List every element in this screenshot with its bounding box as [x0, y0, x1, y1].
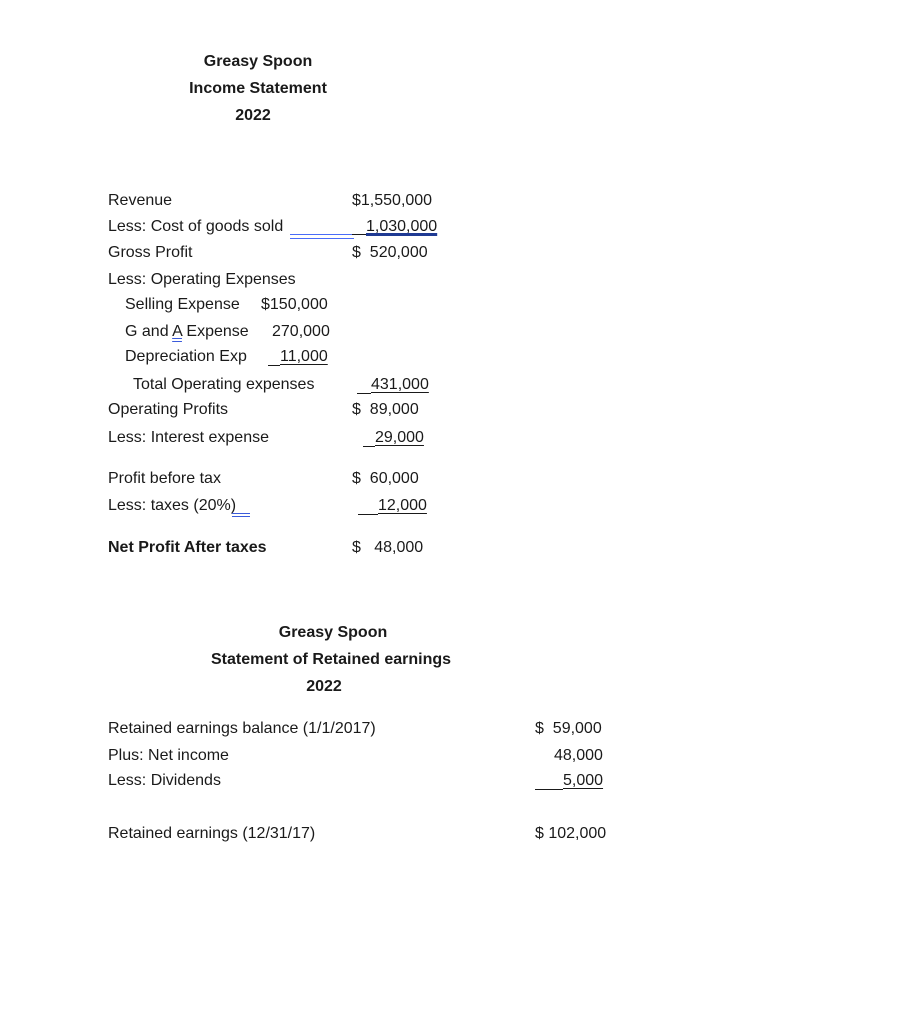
- selling-expense-value: $150,000: [261, 296, 328, 313]
- re-ending-value: $ 102,000: [535, 825, 607, 842]
- depreciation-label: Depreciation Exp: [125, 348, 247, 365]
- re-balance-value: $ 59,000: [535, 720, 602, 737]
- profit-before-tax-value: $ 60,000: [352, 470, 419, 487]
- re-balance-label: Retained earnings balance (1/1/2017): [108, 720, 376, 737]
- interest-leader-line: [363, 446, 375, 447]
- taxes-value: 12,000: [378, 497, 427, 514]
- re-company-name: Greasy Spoon: [278, 624, 388, 641]
- gross-profit-value: $ 520,000: [352, 244, 428, 261]
- operating-profit-label: Operating Profits: [108, 401, 229, 418]
- revenue-label: Revenue: [108, 192, 173, 209]
- re-statement-title: Statement of Retained earnings: [210, 651, 452, 668]
- total-opex-value: 431,000: [371, 376, 429, 393]
- cogs-label: Less: Cost of goods sold: [108, 218, 284, 235]
- re-dividends-label: Less: Dividends: [108, 772, 221, 789]
- gross-profit-label: Gross Profit: [108, 244, 193, 261]
- re-year: 2022: [306, 678, 342, 695]
- re-net-income-value: 48,000: [554, 747, 603, 764]
- ga-expense-value: 270,000: [272, 323, 330, 340]
- interest-label: Less: Interest expense: [108, 429, 269, 446]
- depreciation-leader-line: [268, 365, 280, 366]
- re-ending-label: Retained earnings (12/31/17): [108, 825, 316, 842]
- income-company-name: Greasy Spoon: [203, 53, 313, 70]
- depreciation-value: 11,000: [280, 348, 328, 365]
- income-statement-title: Income Statement: [189, 80, 327, 97]
- net-profit-value: $ 48,000: [352, 539, 424, 556]
- taxes-label: Less: taxes (20%): [108, 497, 237, 514]
- net-profit-label: Net Profit After taxes: [108, 539, 267, 556]
- opex-header: Less: Operating Expenses: [108, 271, 296, 288]
- profit-before-tax-label: Profit before tax: [108, 470, 221, 487]
- taxes-double-underline-b: [232, 516, 250, 517]
- operating-profit-value: $ 89,000: [352, 401, 419, 418]
- revenue-value: $1,550,000: [352, 192, 433, 209]
- taxes-double-underline-a: [232, 513, 250, 514]
- interest-value: 29,000: [375, 429, 424, 446]
- cogs-double-underline: [290, 234, 354, 239]
- ga-expense-label: G and A Expense: [125, 323, 249, 340]
- total-opex-label: Total Operating expenses: [133, 376, 315, 393]
- selling-expense-label: Selling Expense: [125, 296, 240, 313]
- re-dividends-leader-line: [535, 789, 563, 790]
- income-year: 2022: [235, 107, 271, 124]
- total-opex-leader-line: [357, 393, 371, 394]
- re-net-income-label: Plus: Net income: [108, 747, 229, 764]
- cogs-value: 1,030,000: [366, 218, 438, 235]
- re-dividends-value: 5,000: [563, 772, 604, 789]
- cogs-leader-line: [352, 234, 366, 235]
- taxes-leader-line: [358, 514, 378, 515]
